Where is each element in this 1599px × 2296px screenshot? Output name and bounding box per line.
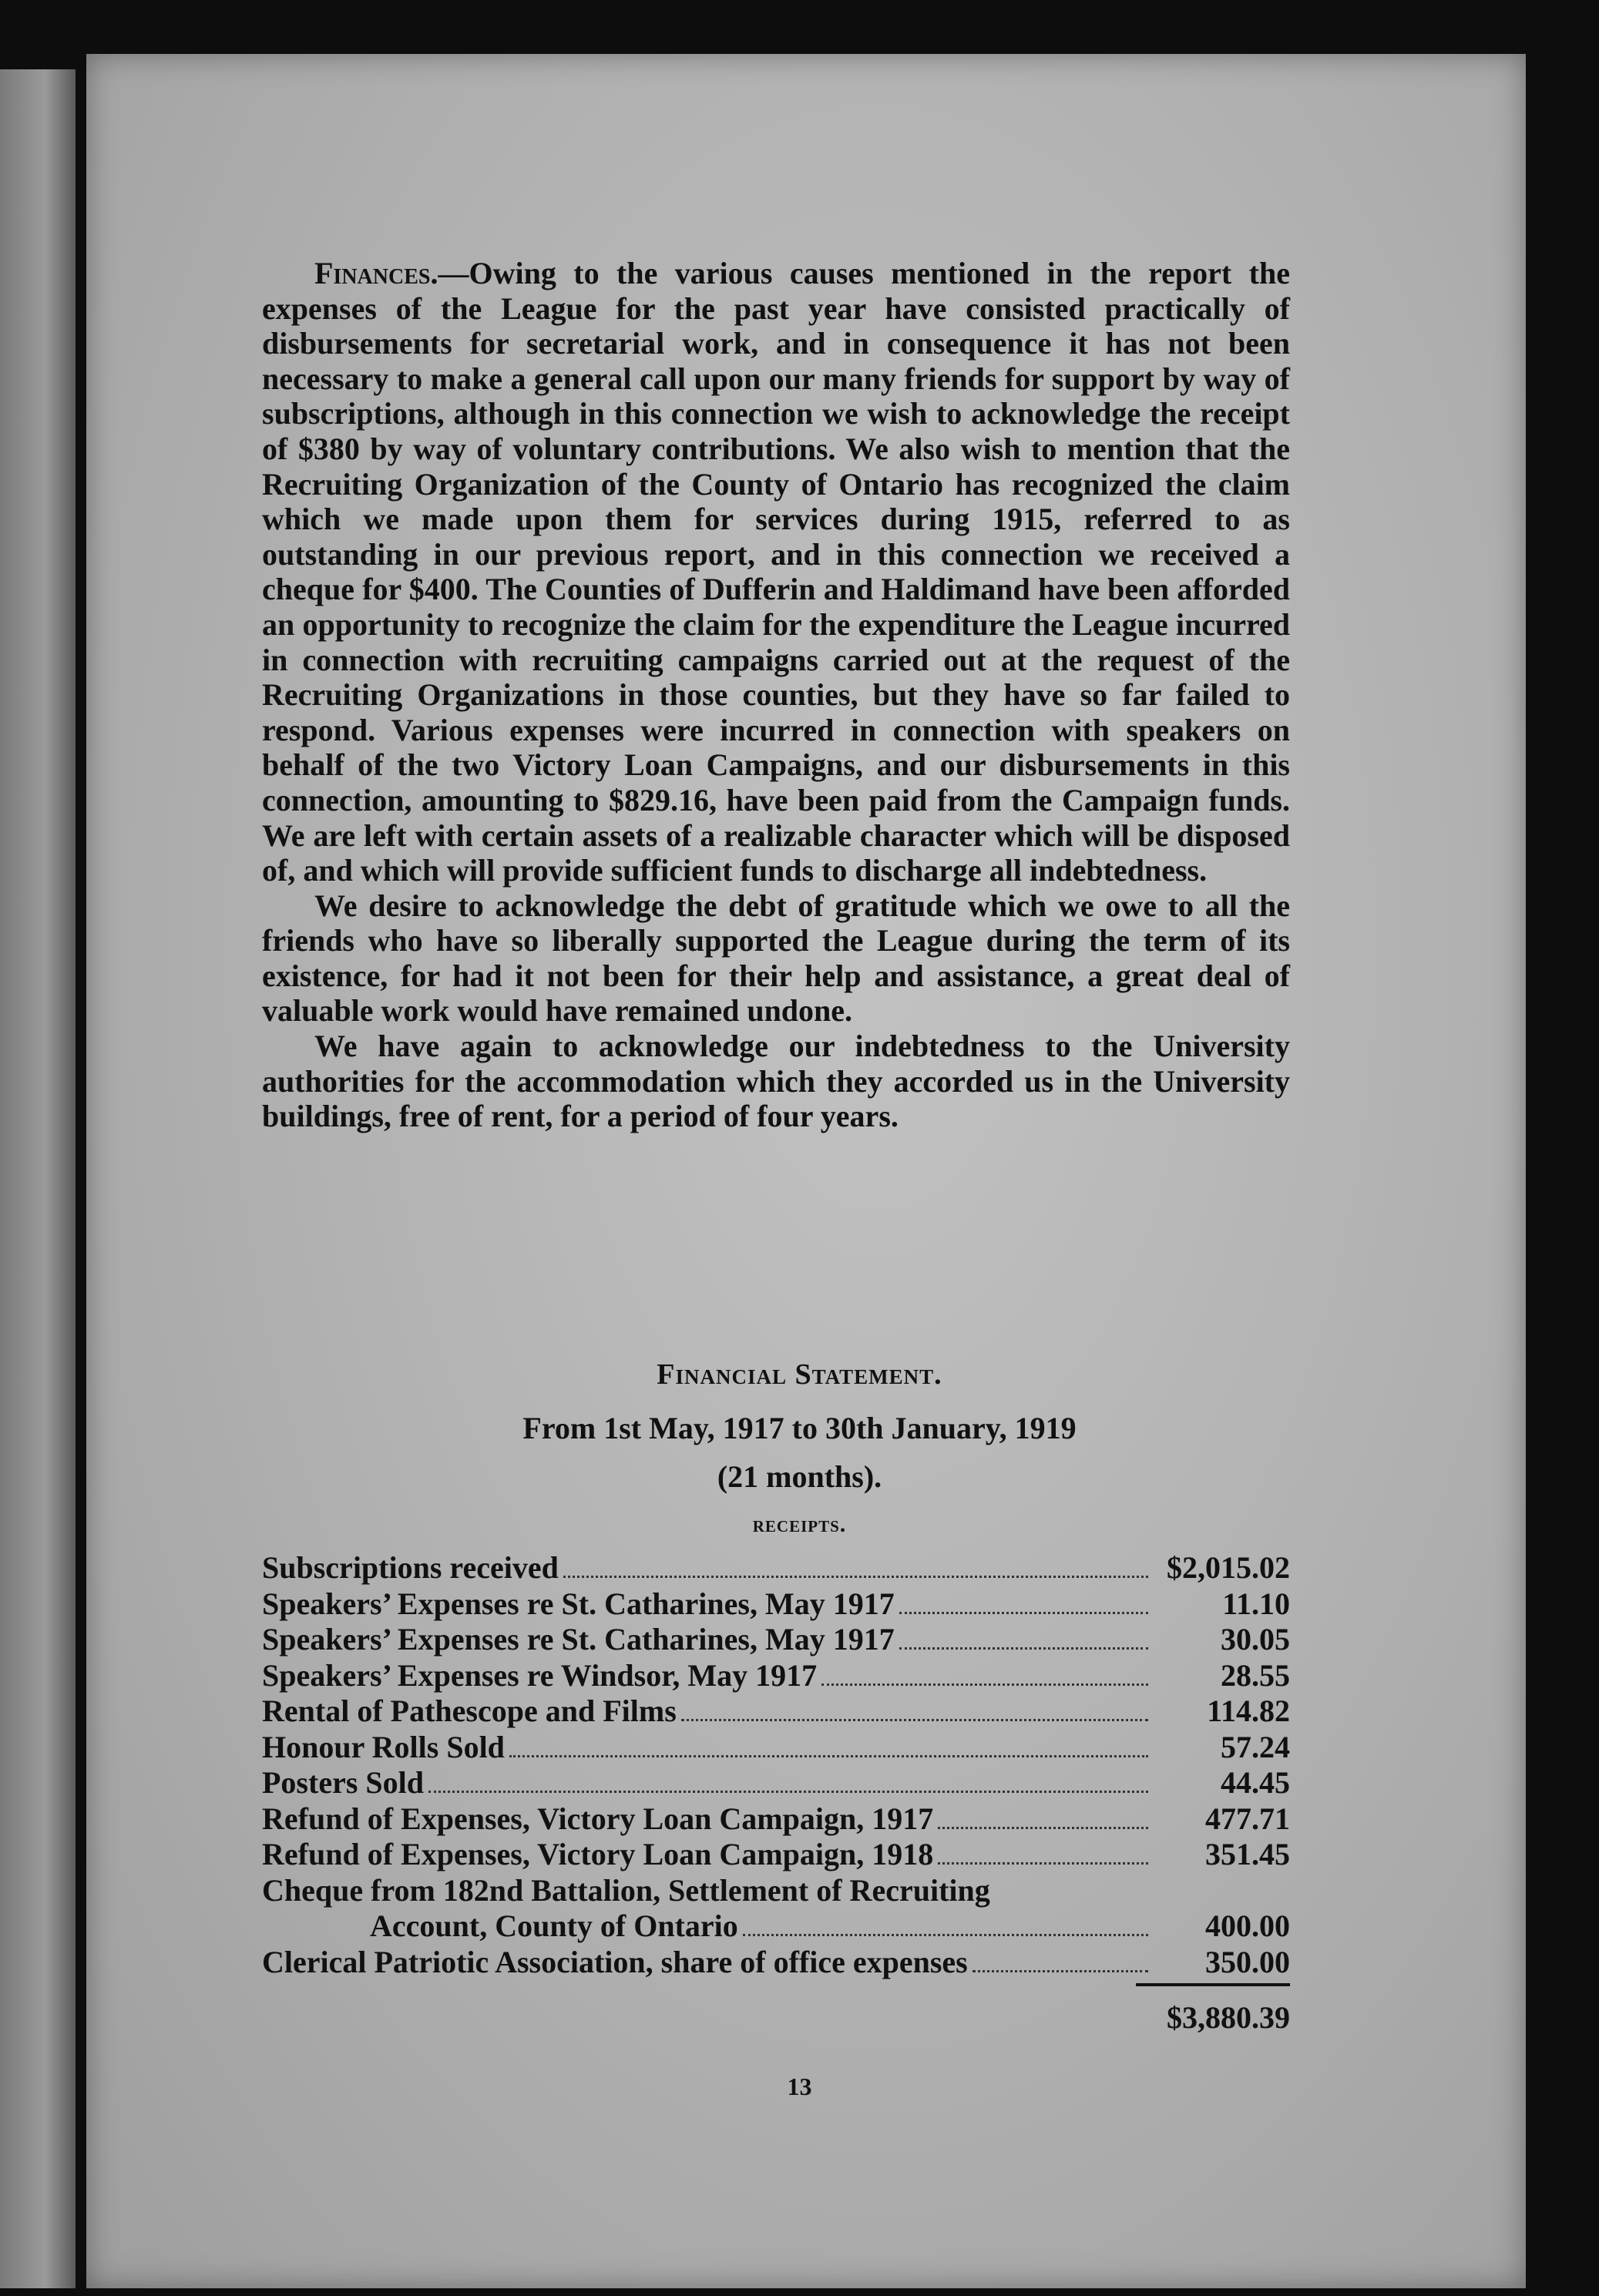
row-amount: $2,015.02: [1167, 1550, 1290, 1585]
dot-leader: [509, 1755, 1148, 1757]
finances-text: —Owing to the various causes mentioned in the report the expenses of the League for the past year have consisted practically of disbursements for secretarial work, and in consequence it has not been necessary to make a general call upon our many friends for support by way of subscriptions, although in this connection we wish to acknowledge the receipt of $380 by way of voluntary contributions. We also wish to mention that the Recruiting Organization of the County of Ontario has recognized the claim which we made upon them for services during 1915, referred to as outstanding in our previous report, and in this connection we received a cheque for $400. The Counties of Dufferin and Haldimand have been afforded an opportunity to recognize the claim for the expenditure the League incurred in connection with recruiting campaigns carried out at the request of the Recruiting Organizations in those counties, but they have so far failed to respond. Various expenses were incurred in connection with speakers on behalf of the two Victory Loan Campaigns, and our disbursements in this connection, amounting to $829.16, have been paid from the Campaign funds. We are left with certain assets of a realizable character which will be disposed of, and which will provide sufficient funds to discharge all indebtedness.: [262, 256, 1290, 888]
sum-rule: [1136, 1983, 1290, 1986]
row-amount: 351.45: [1205, 1837, 1290, 1871]
row-description: Rental of Pathescope and Films: [262, 1693, 677, 1728]
row-amount: 477.71: [1205, 1801, 1290, 1836]
statement-months: (21 months).: [717, 1459, 882, 1494]
table-row: [262, 1622, 1290, 1658]
row-description: Clerical Patriotic Association, share of office expenses: [262, 1944, 968, 1979]
paragraph-finances: [262, 256, 1290, 888]
table-row: [262, 1658, 1290, 1694]
row-amount: 28.55: [1221, 1657, 1290, 1693]
row-amount: 400.00: [1205, 1908, 1290, 1943]
row-description: Honour Rolls Sold: [262, 1729, 505, 1764]
row-amount: 350.00: [1205, 1944, 1290, 1979]
table-row: [262, 1837, 1290, 1873]
dot-leader: [681, 1719, 1148, 1721]
finances-lead: Finances.: [314, 256, 438, 290]
statement-period: From 1st May, 1917 to 30th January, 1919: [522, 1411, 1077, 1445]
dot-leader: [899, 1647, 1148, 1650]
table-row: [262, 1801, 1290, 1838]
adjacent-page-edge: [0, 69, 76, 2288]
table-row: [262, 1693, 1290, 1730]
table-row: [262, 1550, 1290, 1586]
row-description: Account, County of Ontario: [370, 1908, 738, 1943]
row-description: Cheque from 182nd Battalion, Settlement of Recruiting: [262, 1872, 990, 1908]
table-row: [262, 1586, 1290, 1623]
dot-leader: [743, 1934, 1148, 1936]
row-description: Refund of Expenses, Victory Loan Campaign, 1918: [262, 1837, 934, 1871]
row-amount: 11.10: [1222, 1586, 1290, 1621]
table-row: [262, 1765, 1290, 1801]
body-text: [262, 256, 1290, 1134]
table-row: [262, 1730, 1290, 1766]
table-row: [262, 1945, 1290, 1981]
dot-leader: [821, 1683, 1148, 1686]
row-amount: 30.05: [1221, 1622, 1290, 1657]
dot-leader: [973, 1970, 1148, 1972]
row-description: Posters Sold: [262, 1765, 424, 1800]
table-row: [262, 1873, 1290, 1909]
dot-leader: [938, 1827, 1148, 1829]
dot-leader: [428, 1791, 1148, 1793]
row-amount: 44.45: [1221, 1765, 1290, 1800]
receipts-table: [262, 1550, 1290, 1980]
dot-leader: [899, 1612, 1148, 1614]
dot-leader: [938, 1862, 1148, 1865]
receipts-total: $3,880.39: [1167, 2000, 1290, 2035]
row-description: Speakers’ Expenses re St. Catharines, May 1917: [262, 1586, 895, 1621]
dot-leader: [563, 1576, 1148, 1578]
page-number: 13: [787, 2073, 812, 2100]
row-amount: 114.82: [1207, 1693, 1290, 1728]
paragraph-gratitude: We desire to acknowledge the debt of gratitude which we owe to all the friends who have so liberally supported the League during the term of its existence, for had it not been for their help and assistance, a great deal of valuable work would have remained undone.: [262, 888, 1290, 1029]
row-description: Speakers’ Expenses re St. Catharines, May 1917: [262, 1622, 895, 1657]
table-row: [262, 1908, 1290, 1945]
row-description: Subscriptions received: [262, 1550, 559, 1585]
row-description: Speakers’ Expenses re Windsor, May 1917: [262, 1657, 818, 1693]
statement-title: Financial Statement.: [657, 1358, 942, 1391]
row-description: Refund of Expenses, Victory Loan Campaign, 1917: [262, 1801, 934, 1836]
paragraph-university: We have again to acknowledge our indebtedness to the University authorities for the accommodation which they accorded us in the University buildings, free of rent, for a period of four years.: [262, 1029, 1290, 1134]
receipts-heading: receipts.: [752, 1512, 847, 1537]
row-amount: 57.24: [1221, 1729, 1290, 1764]
